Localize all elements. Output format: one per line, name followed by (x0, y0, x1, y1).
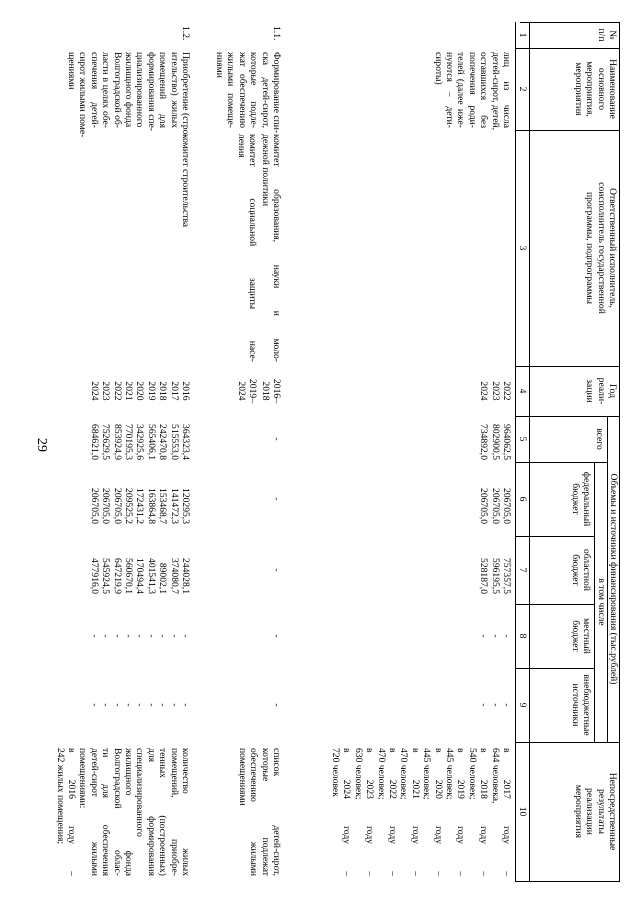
row-1-2-responsible: комитет строительства (180, 134, 191, 228)
colnum-3: 3 (517, 245, 528, 251)
header-extra: внебюджетные источники (569, 674, 592, 736)
row-1-1-regional: - (271, 568, 282, 572)
row-1-1-extra: - (271, 703, 282, 707)
row-1-2-name: Приобретение (стро- ительство) жилых помещений для формирования спе- циализированного жилищного фонда Волгоградской об- ласти в целях обе- спечения детей- сирот жилыми поме- щениями (65, 52, 191, 138)
colnum-4: 4 (517, 388, 528, 394)
cont-years: 2022 2023 2024 (478, 381, 512, 401)
header-num: № п/п (595, 28, 618, 42)
header-local: местный бюджет (569, 618, 592, 654)
table-top-border (619, 22, 620, 882)
header-federal: федеральный бюджет (569, 471, 592, 527)
row-1-2-total: 364323,4 515553,0 242470,8 565406,1 342925,6 770195,3 853924,9 752629,5 684621,0 (88, 424, 191, 460)
row-1-1-total: - (271, 437, 282, 441)
row-1-2-number: 1.2. (180, 26, 191, 41)
colnum-7: 7 (517, 567, 528, 573)
colnum-9: 9 (517, 702, 528, 708)
row-1-2-extra: - - - - - - - - - (88, 703, 191, 707)
header-name: Наименование основного мероприятия, мероприятия (572, 59, 618, 119)
header-total: всего (594, 428, 605, 450)
row-1-2-results: количество жилых помещений, приобре- тенных (построенных) для формирования специализированного жилищного фонда Волгоградской облас- ти для обеспечения детей-сирот жилыми помещениями: в 2016 году – 242 жилых помещения; (54, 748, 191, 876)
row-1-1-years-a: 2016– 2018 (259, 379, 282, 403)
header-year: Год реали- зации (584, 377, 618, 405)
header-bottom-border (529, 22, 530, 882)
header-regional: областной бюджет (569, 548, 592, 591)
row-1-2-local: - - - - - - - - - (88, 634, 191, 638)
header-fin-title: Объемы и источники финансирования (тыс.рублей) (608, 473, 619, 685)
row-1-1-name: Формирование спи- ска детей-сирот, которые подле- жат обеспечению жилыми помеще- ниями (213, 52, 282, 134)
cont-regional: 757357,5 596195,5 528187,0 (478, 558, 512, 594)
cont-results: в 2017 году – 644 человека, в 2018 году – 540 человек; в 2019 году – 445 человек; в 2020 году – 445 человек; в 2021 году – 470 человек; в 2022 году – 470 человек; в 2023 году – 630 человек; в 2024 году – 720 человек (329, 748, 512, 876)
row-1-2-federal: 120295,3 141472,3 153468,7 163864,8 172431,2 209525,2 206705,0 206705,0 206705,0 (88, 488, 191, 524)
colnum-2: 2 (517, 86, 528, 92)
cont-federal: 206705,0 206705,0 206705,0 (478, 488, 512, 524)
row-1-1-resp-social: комитет социальной защиты насе- ления (235, 134, 258, 362)
border-federal (516, 462, 608, 463)
row-1-1-results: список детей-сирот, которые подлежат обеспечению жилыми помещениями (236, 748, 282, 876)
page-number: 29 (34, 438, 49, 452)
colnum-1: 1 (517, 32, 528, 38)
header-results: Непосредственные результаты реализации мероприятия (572, 772, 618, 851)
border-right (516, 881, 620, 882)
row-1-1-resp-education: комитет образования, науки и моло- дежной политики (259, 134, 282, 362)
header-incl: в том числе (596, 578, 607, 626)
header-responsible: Ответственный исполнитель, соисполнитель государственной программы, подпрограммы (584, 182, 618, 314)
colnum-5: 5 (517, 436, 528, 442)
cont-total: 964062,5 802900,5 734892,0 (478, 424, 512, 460)
cont-local: - - - (478, 634, 512, 638)
row-1-1-number: 1.1. (271, 26, 282, 41)
cont-extra: - - - (478, 703, 512, 707)
row-1-1-local: - (271, 634, 282, 638)
colnum-6: 6 (517, 496, 528, 502)
colnum-8: 8 (517, 633, 528, 639)
row-1-2-years: 2016 2017 2018 2019 2020 2021 2022 2023 2024 (88, 381, 191, 401)
row-1-1-years-b: 2019– 2024 (235, 379, 258, 403)
colnum-10: 10 (517, 806, 528, 817)
cont-name-cell: лиц из числа детей-сирот, детей, оставшихся без попечения роди- телей (далее иже- нуются – дети- сироты) (432, 52, 512, 131)
row-1-1-federal: - (271, 497, 282, 501)
row-1-2-regional: 244028,1 374080,7 89002,1 401541,3 170494,4 560670,1 647219,9 545924,5 477916,0 (88, 558, 191, 594)
